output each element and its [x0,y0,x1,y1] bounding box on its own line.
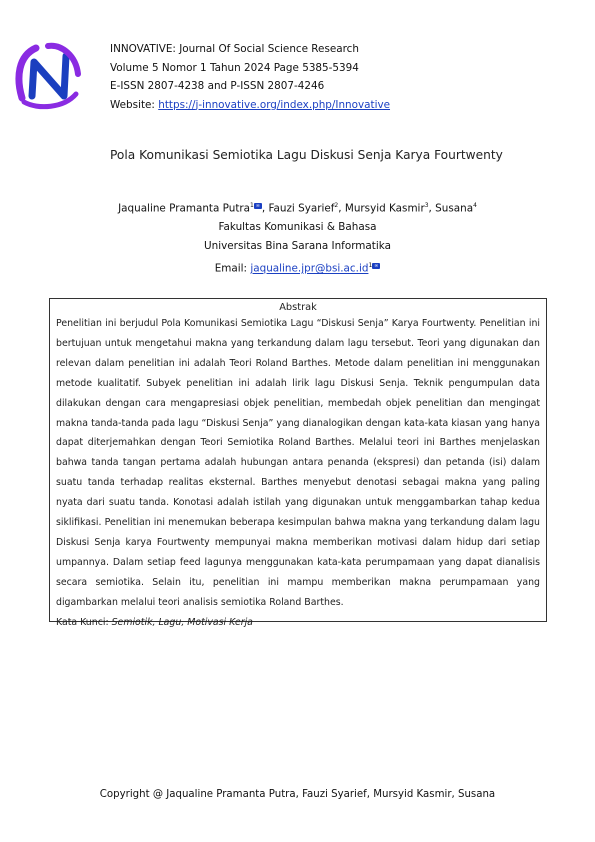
journal-logo [14,38,84,110]
keywords: Semiotik, Lagu, Motivasi Kerja [111,616,253,628]
keywords-label: Kata Kunci: [56,616,112,628]
author-2: , Fauzi Syarief [261,202,335,215]
website-link[interactable]: https://j-innovative.org/index.php/Innovative [158,98,391,111]
author-1: Jaqualine Pramanta Putra [118,202,251,215]
author-4: , Susana [428,202,474,215]
keywords-line [56,613,540,632]
faculty: Fakultas Komunikasi & Bahasa [218,221,377,234]
university: Universitas Bina Sarana Informatika [204,240,391,253]
journal-volume: Volume 5 Nomor 1 Tahun 2024 Page 5385-5394 [110,61,359,74]
author-3-sup: 3 [424,202,429,209]
paper-title: Pola Komunikasi Semiotika Lagu Diskusi Senja Karya Fourtwenty [110,148,503,162]
journal-website [110,96,390,115]
email-line [0,256,595,278]
journal-name: INNOVATIVE: Journal Of Social Science Research [110,43,359,55]
journal-issn: E-ISSN 2807-4238 and P-ISSN 2807-4246 [110,80,325,92]
abstract-box [49,298,547,628]
website-label: Website: [110,98,159,111]
email-sup: 1 [368,262,373,270]
journal-info [110,40,390,114]
author-2-sup: 2 [334,202,339,209]
email-label: Email: [214,262,251,275]
author-4-sup: 4 [473,202,477,209]
author-line [0,196,595,218]
abstract-heading: Abstrak [279,302,317,313]
email-icon[interactable]: ✉ [372,263,380,269]
copyright-footer: Copyright @ Jaqualine Pramanta Putra, Fauzi Syarief, Mursyid Kasmir, Susana [99,789,496,800]
email-link[interactable]: jaqualine.jpr@bsi.ac.id [250,262,369,275]
author-block [0,196,595,279]
email-icon[interactable]: ✉ [254,203,262,209]
author-1-sup: 1 [250,202,254,209]
abstract-body: Penelitian ini berjudul Pola Komunikasi Semiotika Lagu “Diskusi Senja” Karya Fourtwenty. Penelitian ini bertujuan untuk mengetahui makna yang terkandung dalam lagu tersebut. Teori yang digunakan dan relevan dalam penelitian ini adalah Teori Roland Barthes. Metode dalam penelitian ini menggunakan metode kualitatif. Subyek penelitian ini adalah lirik lagu Diskusi Senja. Teknik pengumpulan data dilakukan dengan cara mengapresiasi objek penelitian, membedah objek penelitian dan mengingat makna tanda-tanda pada lagu “Diskusi Senja” yang dianalogikan dengan kata-kata kiasan yang hanya dapat diterjemahkan dengan Teori Semiotika Roland Barthes. Melalui teori ini Barthes menjelaskan bahwa tanda tangan pertama adalah hubungan antara penanda (ekspresi) dan petanda (isi) dalam suatu tanda terhadap realitas eksternal. Barthes menyebut denotasi sebagai makna yang paling nyata dari suatu tanda. Konotasi adalah istilah yang digunakan untuk menggambarkan tahap kedua siklifikasi. Penelitian ini menemukan beberapa kesimpulan bahwa makna yang terkandung dalam lagu Diskusi Senja karya Fourtwenty mempunyai makna memberikan motivasi dalam hidup dari setiap umpannya. Dalam setiap feed lagunya menggunakan kata-kata perumpamaan yang dapat dianalisis secara semiotika. Selain itu, penelitian ini mampu memberikan makna perumpamaan yang digambarkan melalui teori analisis semiotika Roland Barthes. [56,318,540,608]
author-3: , Mursyid Kasmir [338,202,425,215]
